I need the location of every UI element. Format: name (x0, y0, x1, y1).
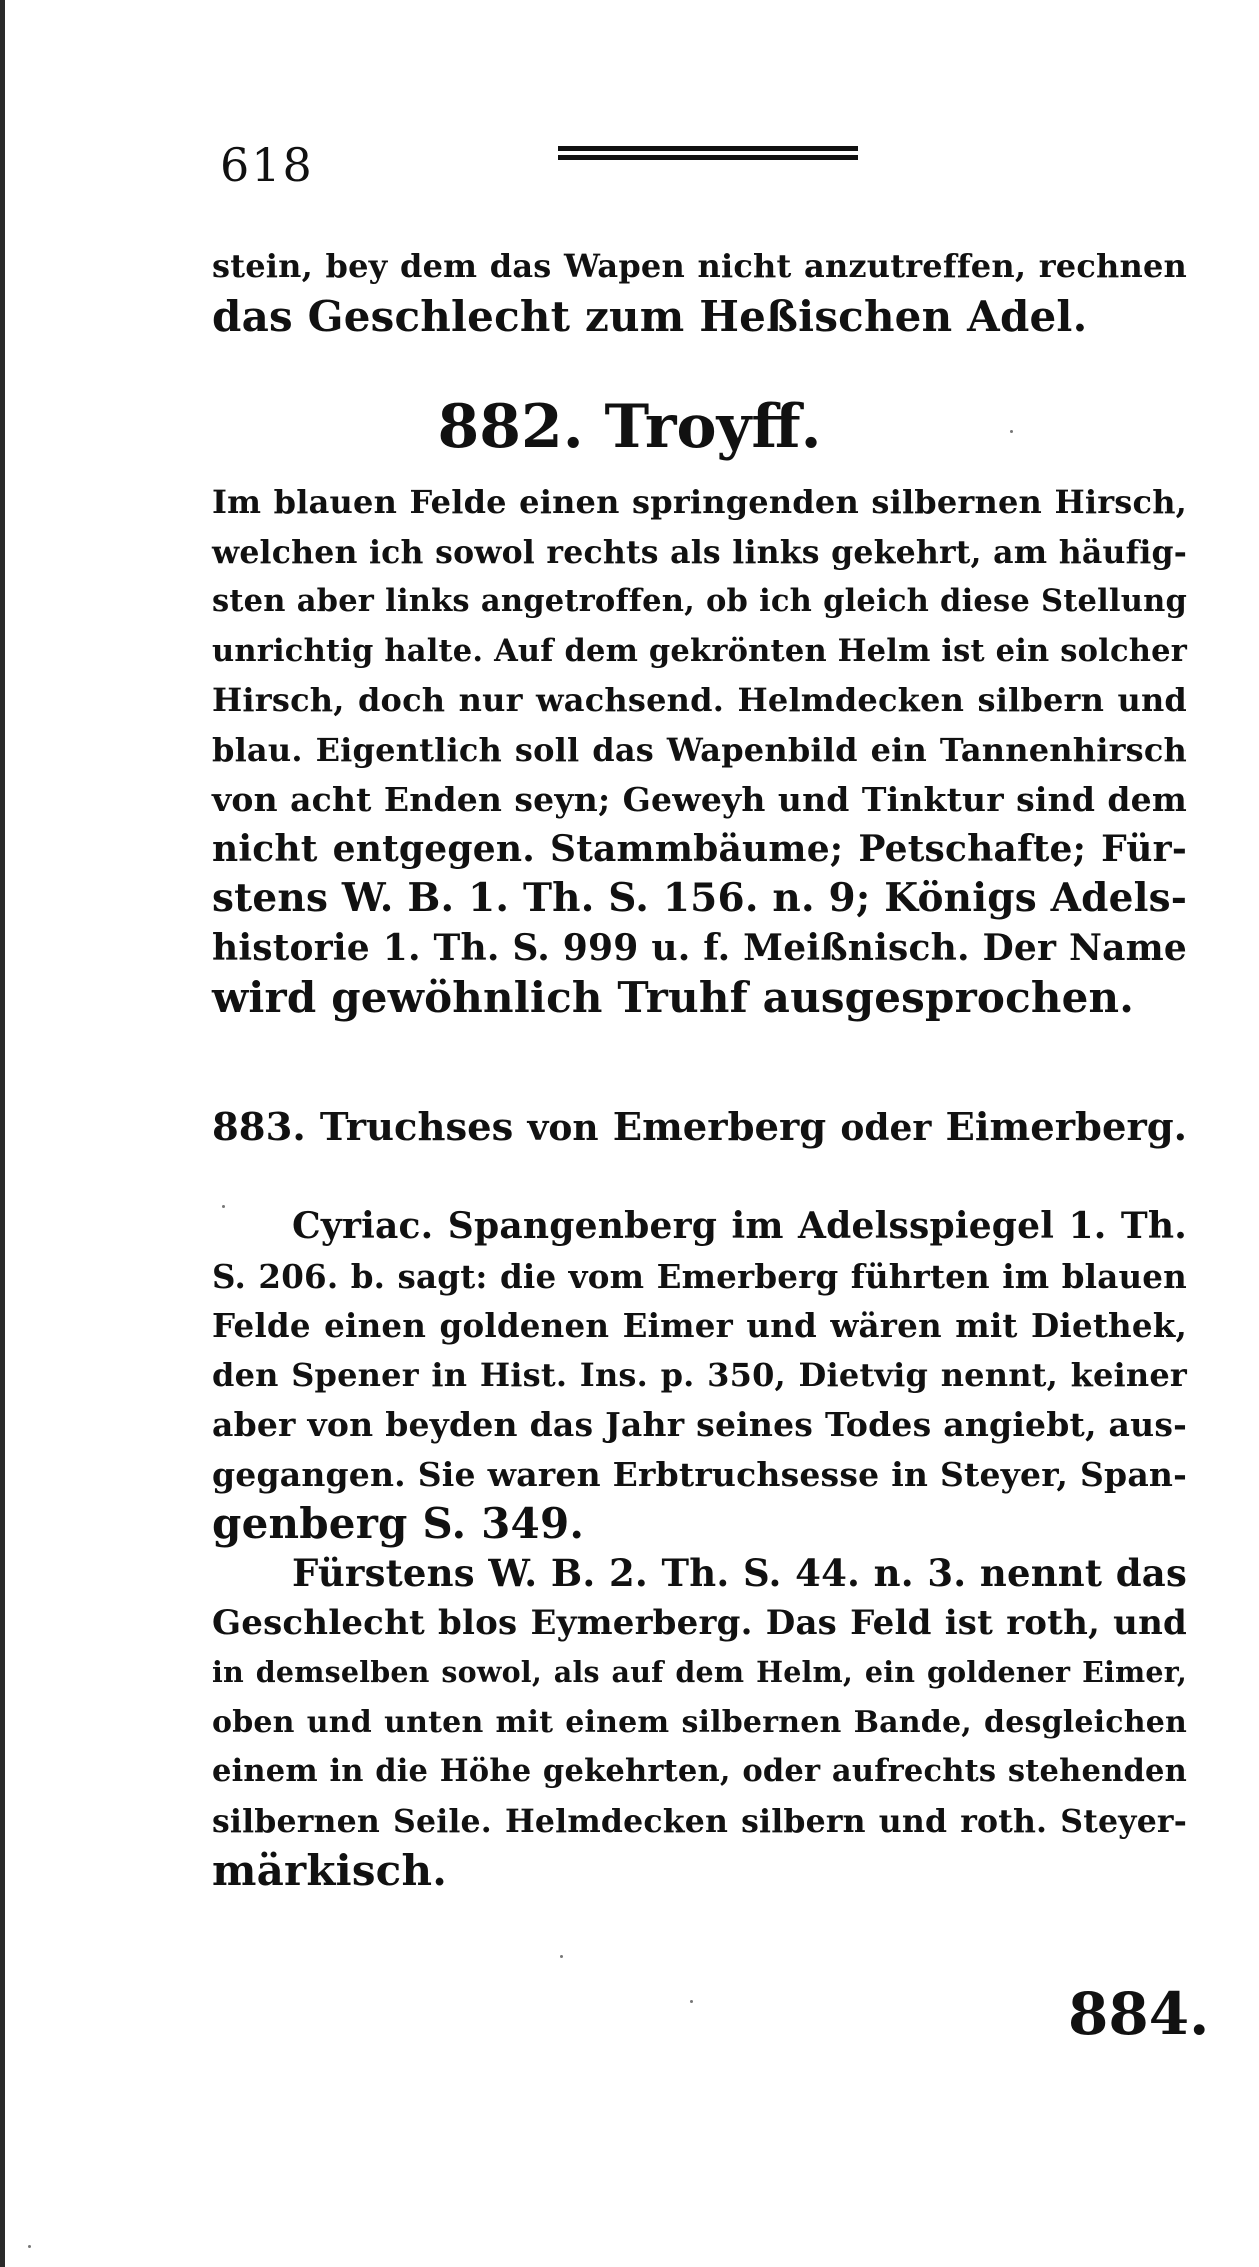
entry-882-line: welchen ich sowol rechts als links gekehrt, am häufig- (212, 533, 1187, 571)
entry-883-line: gegangen. Sie waren Erbtruchsesse in Steyer, Span- (212, 1454, 1187, 1494)
entry-882-line: unrichtig halte. Auf dem gekrönten Helm ist ein solcher (212, 632, 1187, 669)
entry-883-line: Fürstens W. B. 2. Th. S. 44. n. 3. nennt das (292, 1551, 1187, 1595)
print-speck (1010, 430, 1013, 433)
entry-883-line: oben und unten mit einem silbernen Bande, desgleichen (212, 1704, 1187, 1740)
entry-883-paragraph-1 (212, 1202, 1187, 1549)
entry-883-line: den Spener in Hist. Ins. p. 350, Dietvig nennt, keiner (212, 1355, 1187, 1394)
page-edge-shadow (0, 0, 5, 2267)
print-speck (690, 2000, 693, 2003)
entry-883-von: von (527, 1107, 599, 1149)
ornament-bar-top (558, 146, 858, 151)
entry-883-place1: Emerberg (612, 1105, 827, 1150)
entry-883-line: Felde einen goldenen Eimer und wären mit Diethek, (212, 1306, 1187, 1345)
intro-paragraph (212, 242, 1187, 341)
entry-883-line: in demselben sowol, als auf dem Helm, ein goldener Eimer, (212, 1655, 1187, 1689)
entry-883-line: einem in die Höhe gekehrten, oder aufrechts stehenden (212, 1753, 1187, 1789)
entry-883-line: S. 206. b. sagt: die vom Emerberg führten im blauen (212, 1256, 1187, 1296)
entry-882-line: sten aber links angetroffen, ob ich gleich diese Stellung (212, 583, 1187, 619)
entry-882-line: Im blauen Felde einen springenden silbernen Hirsch, (212, 483, 1187, 521)
entry-883-line: aber von beyden das Jahr seines Todes angiebt, aus- (212, 1405, 1187, 1444)
entry-883-line: silbernen Seile. Helmdecken silbern und roth. Steyer- (212, 1802, 1187, 1840)
entry-882-line: nicht entgegen. Stammbäume; Petschafte; Für- (212, 827, 1187, 870)
entry-882-line: blau. Eigentlich soll das Wapenbild ein Tannenhirsch (212, 730, 1187, 769)
entry-883-line: Cyriac. Spangenberg im Adelsspiegel 1. Th. (292, 1205, 1187, 1247)
entry-882-line: wird gewöhnlich Truhf ausgesprochen. (212, 973, 1135, 1022)
entry-883-paragraph-2 (212, 1549, 1187, 1896)
ornament-bar-bottom (558, 155, 858, 160)
entry-883-place2: Eimerberg. (945, 1105, 1188, 1150)
page-number: 618 (220, 138, 314, 192)
intro-line: das Geschlecht zum Heßischen Adel. (212, 291, 1088, 341)
entry-883-oder: oder (840, 1107, 932, 1149)
entry-883-line: Geschlecht blos Eymerberg. Das Feld ist roth, und (212, 1602, 1187, 1643)
intro-line: stein, bey dem das Wapen nicht anzutreffen, rechnen (212, 247, 1187, 285)
entry-883-name: Truchses (319, 1105, 514, 1150)
entry-883-heading (212, 1105, 1187, 1150)
header-ornament-rule (558, 146, 858, 164)
entry-883-line: märkisch. (212, 1846, 448, 1895)
entry-882-heading: 882. Troyff. (437, 392, 822, 462)
catchword: 884. (1068, 1980, 1210, 2048)
entry-882-line: stens W. B. 1. Th. S. 156. n. 9; Königs Adels- (212, 875, 1188, 921)
entry-882-paragraph (212, 478, 1187, 1023)
entry-882-line: historie 1. Th. S. 999 u. f. Meißnisch. Der Name (212, 926, 1187, 969)
entry-883-number: 883. (212, 1105, 306, 1150)
entry-882-line: von acht Enden seyn; Geweyh und Tinktur sind dem (212, 780, 1187, 819)
print-speck (222, 1205, 225, 1208)
print-speck (560, 1955, 563, 1958)
entry-883-line: genberg S. 349. (212, 1499, 585, 1548)
entry-882-line: Hirsch, doch nur wachsend. Helmdecken silbern und (212, 681, 1187, 719)
print-speck (28, 2245, 31, 2248)
